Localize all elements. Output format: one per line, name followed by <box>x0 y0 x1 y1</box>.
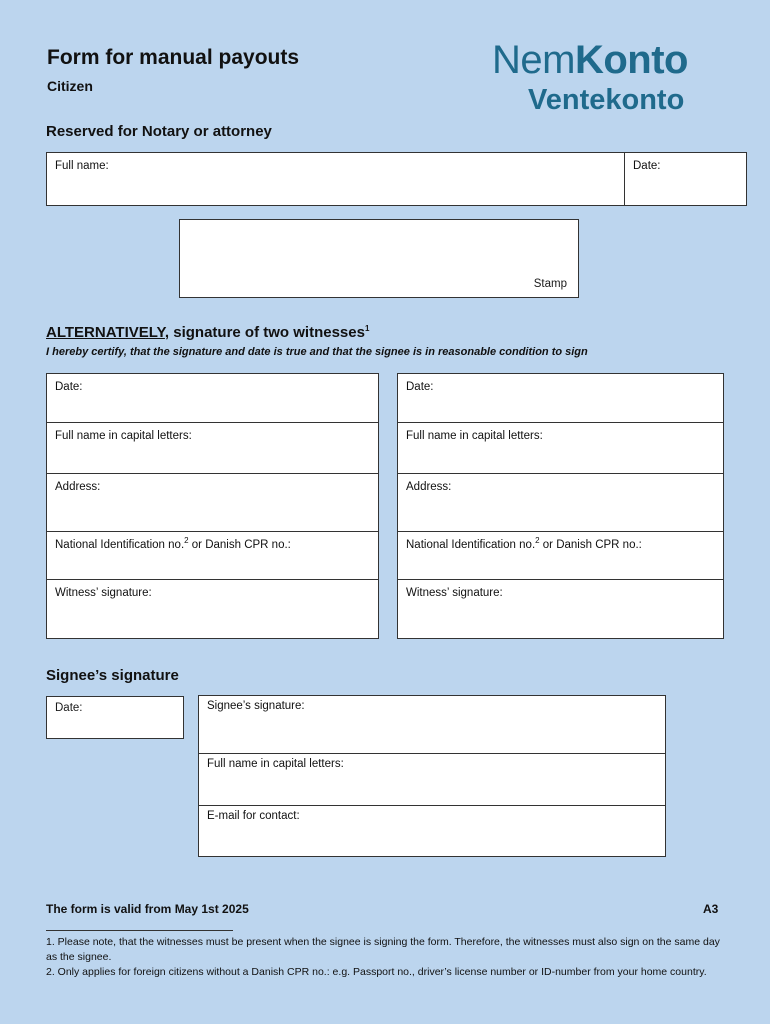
notary-heading: Reserved for Notary or attorney <box>46 123 272 140</box>
form-code: A3 <box>703 902 719 916</box>
notary-date-field[interactable] <box>625 153 746 205</box>
national-id-label-text: National Identification no. <box>55 539 185 551</box>
logo-part-konto: Konto <box>574 38 688 82</box>
notary-full-name-field[interactable] <box>47 153 625 205</box>
logo-subtitle: Ventekonto <box>528 84 685 116</box>
witness-date-label: Date: <box>55 381 83 393</box>
footnote-ref-2: 2 <box>184 536 189 546</box>
footnote-ref-1: 1 <box>364 324 370 333</box>
signee-email-label: E-mail for contact: <box>207 810 300 822</box>
witnesses-heading-text: , signature of two witnesses <box>164 324 365 341</box>
signee-box <box>198 695 666 857</box>
footnote-1: 1. Please note, that the witnesses must be present when the signee is signing the form. Therefore, the witnesses must also sign on the same day as the signee. <box>46 936 720 963</box>
footnote-2: 2. Only applies for foreign citizens without a Danish CPR no.: e.g. Passport no., driver’s license number or ID-number from your home country. <box>46 966 707 978</box>
notary-full-name-label: Full name: <box>55 160 109 172</box>
witness-address-label: Address: <box>55 481 101 493</box>
footnote-separator <box>46 930 233 931</box>
witness-full-name-label: Full name in capital letters: <box>406 430 543 442</box>
witness-signature-label: Witness’ signature: <box>55 587 152 599</box>
stamp-label: Stamp <box>533 278 567 290</box>
nemkonto-logo <box>492 38 688 83</box>
cpr-label-text: or Danish CPR no.: <box>188 539 291 551</box>
signee-date-field[interactable] <box>46 696 184 739</box>
footnote-ref-2: 2 <box>535 536 540 546</box>
national-id-label-text: National Identification no. <box>406 539 536 551</box>
witness-2-signature-field[interactable] <box>398 580 723 638</box>
form-title: Form for manual payouts <box>47 46 300 69</box>
witness-1-box <box>46 373 379 639</box>
witness-address-label: Address: <box>406 481 452 493</box>
signee-full-name-label: Full name in capital letters: <box>207 758 344 770</box>
form-subtitle: Citizen <box>47 78 93 94</box>
witness-1-date-field[interactable] <box>47 374 378 423</box>
signee-email-field[interactable] <box>199 806 665 856</box>
witness-1-national-id-field[interactable] <box>47 532 378 580</box>
signee-signature-label: Signee’s signature: <box>207 700 305 712</box>
notary-date-label: Date: <box>633 160 661 172</box>
witness-2-date-field[interactable] <box>398 374 723 423</box>
signee-date-label: Date: <box>55 702 83 714</box>
witness-1-signature-field[interactable] <box>47 580 378 638</box>
signee-full-name-field[interactable] <box>199 754 665 806</box>
witness-2-box <box>397 373 724 639</box>
witness-1-address-field[interactable] <box>47 474 378 532</box>
logo-part-nem: Nem <box>492 38 575 82</box>
witness-1-full-name-field[interactable] <box>47 423 378 474</box>
signee-signature-field[interactable] <box>199 696 665 754</box>
witness-full-name-label: Full name in capital letters: <box>55 430 192 442</box>
witness-2-full-name-field[interactable] <box>398 423 723 474</box>
certify-statement: I hereby certify, that the signature and date is true and that the signee is in reasonable condition to sign <box>46 346 588 358</box>
witness-signature-label: Witness’ signature: <box>406 587 503 599</box>
witness-national-id-label <box>55 536 291 551</box>
alternatively-text: ALTERNATIVELY <box>46 324 165 341</box>
validity-text: The form is valid from May 1st 2025 <box>46 902 249 916</box>
witness-date-label: Date: <box>406 381 434 393</box>
witness-2-address-field[interactable] <box>398 474 723 532</box>
witnesses-heading <box>46 324 369 341</box>
notary-box <box>46 152 747 206</box>
witness-national-id-label <box>406 536 642 551</box>
witness-2-national-id-field[interactable] <box>398 532 723 580</box>
cpr-label-text: or Danish CPR no.: <box>539 539 642 551</box>
signee-heading: Signee’s signature <box>46 667 179 684</box>
stamp-field[interactable] <box>179 219 579 298</box>
